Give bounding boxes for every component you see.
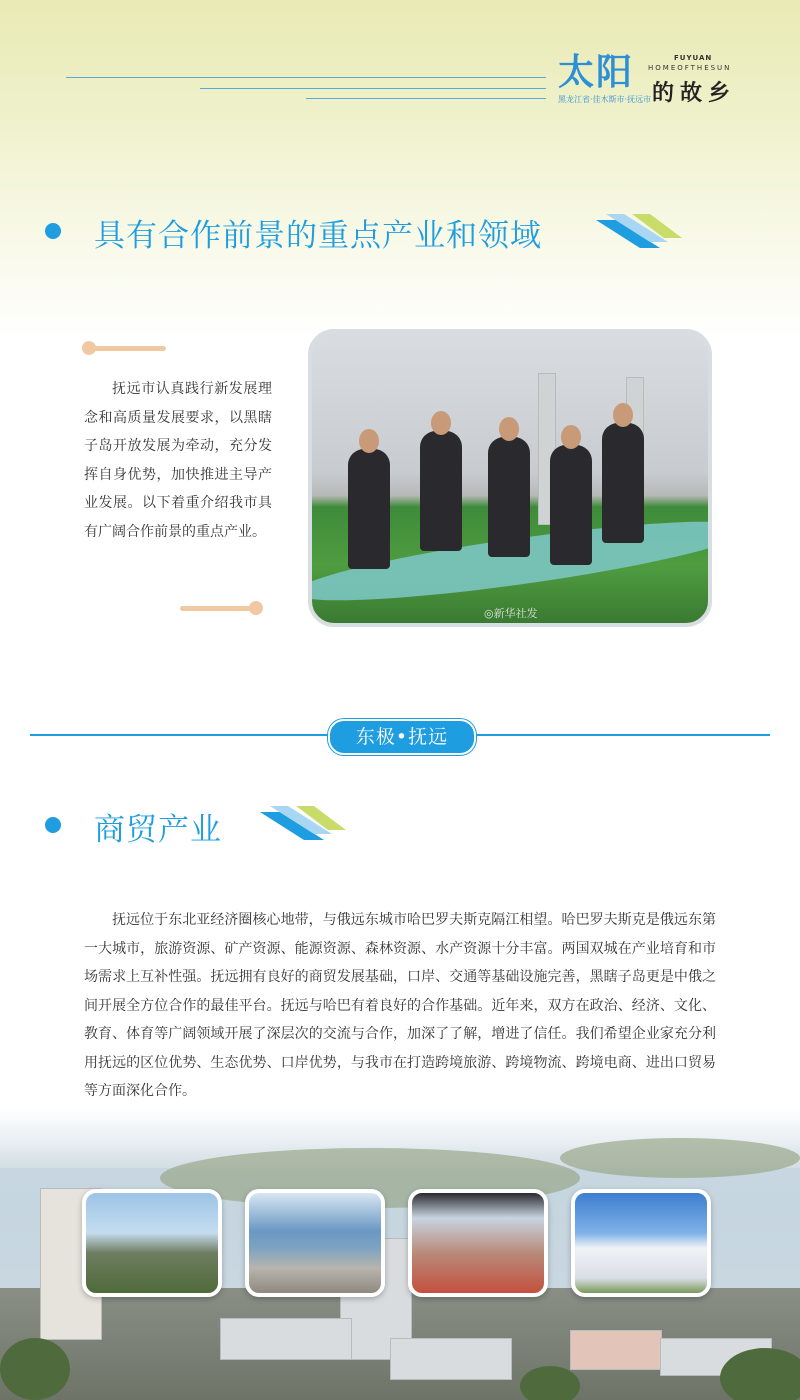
person-head — [561, 425, 581, 449]
person-head — [359, 429, 379, 453]
top-gradient-background — [0, 0, 800, 340]
bullet-dot — [45, 817, 61, 833]
person-figure — [550, 445, 592, 565]
logo-title: 太阳 — [558, 51, 635, 93]
logo-english: HOMEOFTHESUN — [648, 64, 732, 72]
building — [390, 1338, 512, 1380]
tourists-photo — [408, 1189, 548, 1297]
person-figure — [348, 449, 390, 569]
bullet-dot — [45, 223, 61, 239]
header-line — [306, 98, 546, 99]
logo-location: 黑龙江省·佳木斯市·抚远市 — [558, 95, 652, 104]
trade-paragraph: 抚远位于东北亚经济圈核心地带，与俄远东城市哈巴罗夫斯克隔江相望。哈巴罗夫斯克是俄远东第一大城市，旅游资源、矿产资源、能源资源、森林资源、水产资源十分丰富。两国双城在产业培育和市场需求上互补性强。抚远拥有良好的商贸发展基础，口岸、交通等基础设施完善，黑瞎子岛更是中俄之间开展全方位合作的最佳平台。抚远与哈巴有着良好的合作基础。近年来，双方在政治、经济、文化、教育、体育等广阔领域开展了深层次的交流与合作，加深了了解，增进了信任。我们希望企业家充分利用抚远的区位优势、生态优势、口岸优势，与我市在打造跨境旅游、跨境物流、跨境电商、进出口贸易等方面深化合作。 — [84, 912, 716, 1099]
section-heading: 具有合作前景的重点产业和领域 — [94, 218, 542, 254]
logo — [556, 52, 736, 112]
building — [570, 1330, 662, 1370]
building — [220, 1318, 352, 1360]
person-figure — [420, 431, 462, 551]
person-figure — [488, 437, 530, 557]
tree — [520, 1366, 580, 1400]
tree — [0, 1338, 70, 1400]
person-head — [431, 411, 451, 435]
person-head — [499, 417, 519, 441]
decor-bar — [88, 346, 166, 351]
header-line — [200, 88, 546, 89]
logo-subtitle: 的故乡 — [652, 80, 737, 106]
hotel-building-photo — [571, 1189, 711, 1297]
island — [560, 1138, 800, 1178]
section-heading: 商贸产业 — [94, 812, 222, 848]
person-head — [613, 403, 633, 427]
stripes-decoration — [260, 806, 350, 840]
port-cargo-photo — [82, 1189, 222, 1297]
header-line — [66, 77, 546, 78]
stripes-decoration — [596, 214, 686, 248]
photo-watermark: ◎新华社发 — [484, 607, 538, 620]
person-figure — [602, 423, 644, 543]
city-river-photo — [245, 1189, 385, 1297]
intro-paragraph: 抚远市认真践行新发展理念和高质量发展要求，以黑瞎子岛开放发展为牵动，充分发挥自身优势，加快推进主导产业发展。以下着重介绍我市具有广阔合作前景的重点产业。 — [84, 381, 272, 540]
officials-photo — [308, 329, 712, 627]
decor-dot — [249, 601, 263, 615]
section-divider-label: 东极•抚远 — [328, 719, 476, 755]
logo-pinyin: FUYUAN — [674, 54, 713, 62]
decor-bar — [180, 606, 258, 611]
